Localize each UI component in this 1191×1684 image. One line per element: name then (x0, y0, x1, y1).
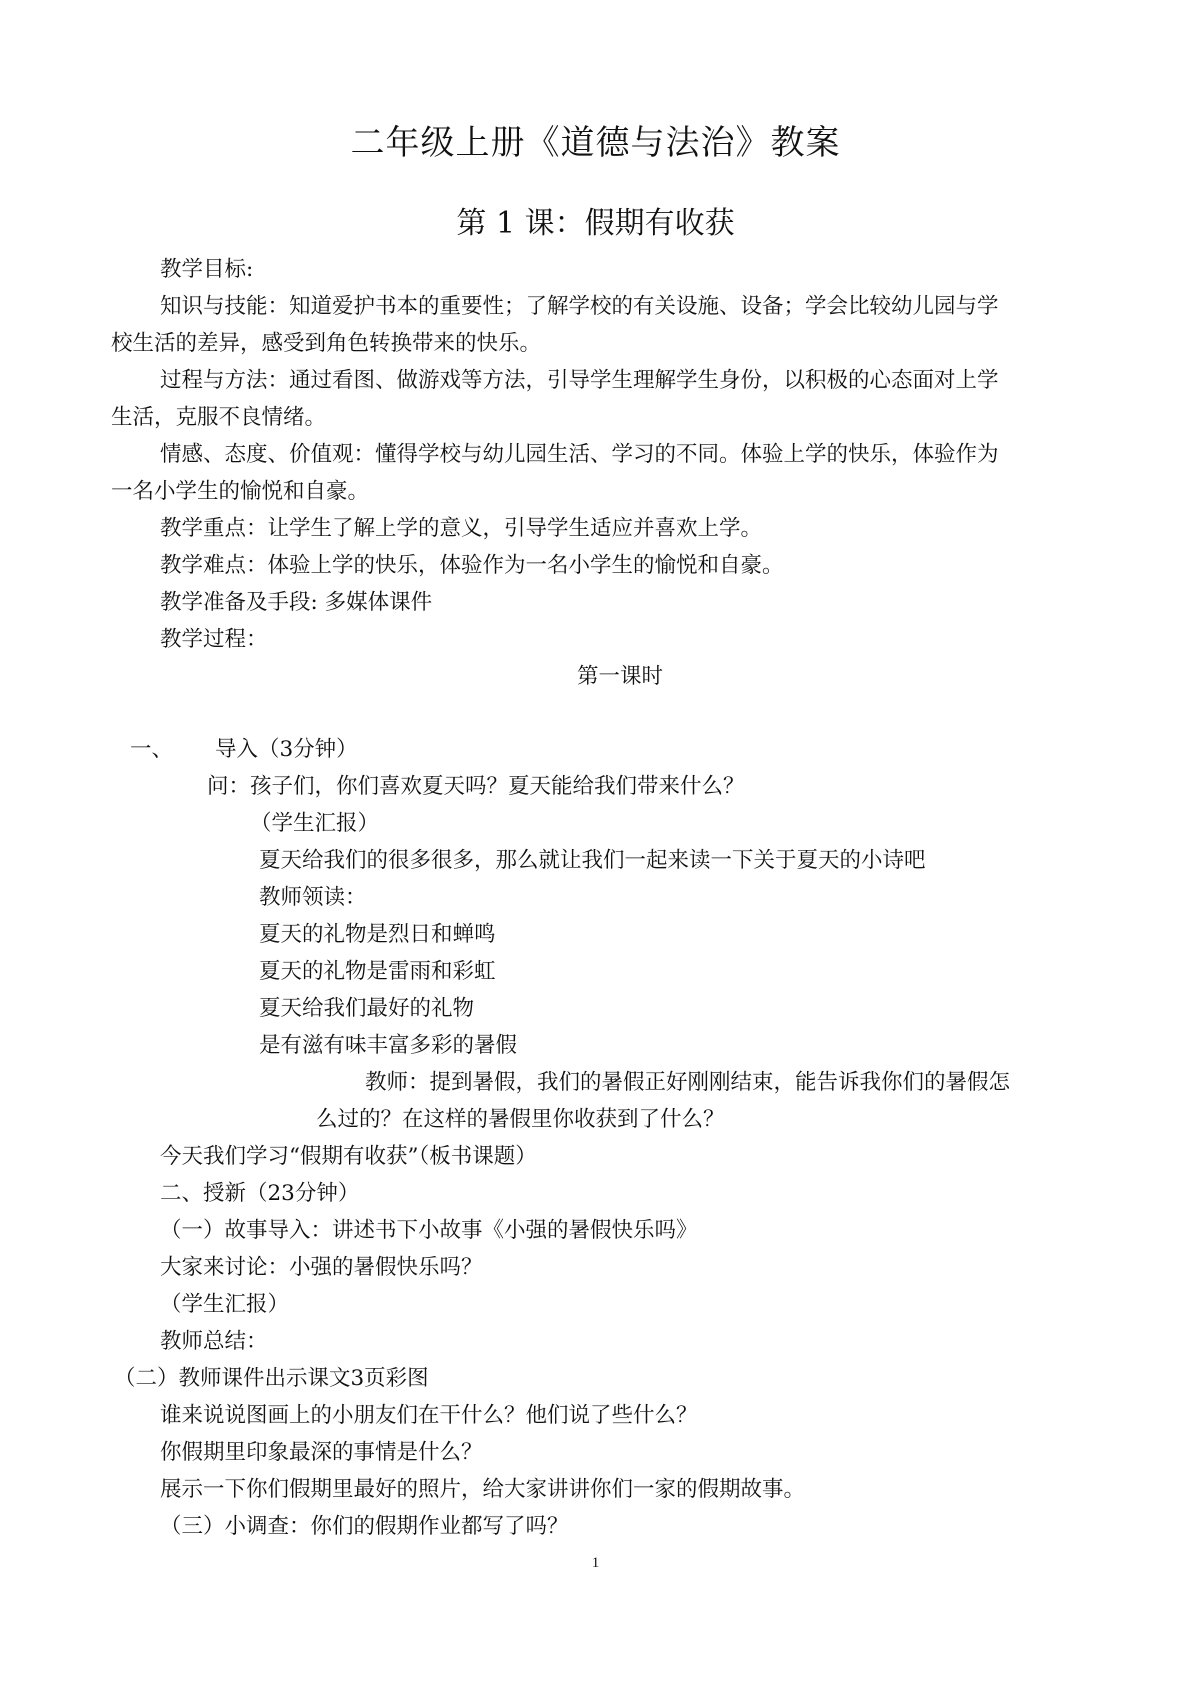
body-line: 问：孩子们，你们喜欢夏天吗？夏天能给我们带来什么？ (207, 774, 745, 799)
body-line: 过程与方法：通过看图、做游戏等方法，引导学生理解学生身份，以积极的心态面对上学 (160, 368, 999, 393)
body-line: 知识与技能：知道爱护书本的重要性；了解学校的有关设施、设备；学会比较幼儿园与学 (160, 294, 999, 319)
body-line: 大家来讨论：小强的暑假快乐吗？ (160, 1255, 483, 1280)
body-line: 夏天的礼物是烈日和蝉鸣 (259, 922, 496, 947)
body-line: 么过的？在这样的暑假里你收获到了什么？ (316, 1107, 725, 1132)
body-line: 教师总结： (160, 1329, 268, 1354)
body-line: 今天我们学习“假期有收获”（板书课题） (160, 1144, 537, 1169)
body-line: 一名小学生的愉悦和自豪。 (111, 479, 370, 504)
body-line: 是有滋有味丰富多彩的暑假 (259, 1033, 518, 1058)
body-line: 夏天的礼物是雷雨和彩虹 (259, 959, 496, 984)
body-line: 展示一下你们假期里最好的照片，给大家讲讲你们一家的假期故事。 (160, 1477, 806, 1502)
body-line: 夏天给我们的很多很多，那么就让我们一起来读一下关于夏天的小诗吧 (259, 848, 926, 873)
body-line: 教学过程： (160, 627, 268, 652)
body-line: 教学难点：体验上学的快乐，体验作为一名小学生的愉悦和自豪。 (160, 553, 784, 578)
body-line: （学生汇报） (160, 1292, 290, 1317)
body-line: 校生活的差异，感受到角色转换带来的快乐。 (111, 331, 542, 356)
body-line: 教学目标: (160, 257, 254, 282)
section-heading: （二）教师课件出示课文3页彩图 (114, 1366, 429, 1391)
document-title: 二年级上册《道德与法治》教案 (350, 123, 841, 163)
list-marker: 一、 (130, 737, 174, 762)
body-line: 情感、态度、价值观：懂得学校与幼儿园生活、学习的不同。体验上学的快乐，体验作为 (160, 442, 999, 467)
body-line: 教学重点：让学生了解上学的意义，引导学生适应并喜欢上学。 (160, 516, 763, 541)
body-line: 教师：提到暑假，我们的暑假正好刚刚结束，能告诉我你们的暑假怎 (365, 1070, 1011, 1095)
body-line: （学生汇报） (250, 811, 380, 836)
page-number: 1 (591, 1555, 600, 1571)
body-line: 教学准备及手段: 多媒体课件 (160, 590, 433, 615)
body-line: 生活，克服不良情绪。 (111, 405, 327, 430)
section-heading: 二、授新（23分钟） (160, 1181, 360, 1206)
body-line: （一）故事导入：讲述书下小故事《小强的暑假快乐吗》 (160, 1218, 698, 1243)
section-heading: 第一课时 (577, 664, 664, 689)
body-line: 导入（3分钟） (215, 737, 358, 762)
body-line: 你假期里印象最深的事情是什么？ (160, 1440, 483, 1465)
lesson-title: 第 1 课：假期有收获 (456, 206, 735, 241)
body-line: 谁来说说图画上的小朋友们在干什么？他们说了些什么？ (160, 1403, 698, 1428)
body-line: （三）小调查：你们的假期作业都写了吗？ (160, 1514, 569, 1539)
body-line: 教师领读： (259, 885, 367, 910)
body-line: 夏天给我们最好的礼物 (259, 996, 475, 1021)
